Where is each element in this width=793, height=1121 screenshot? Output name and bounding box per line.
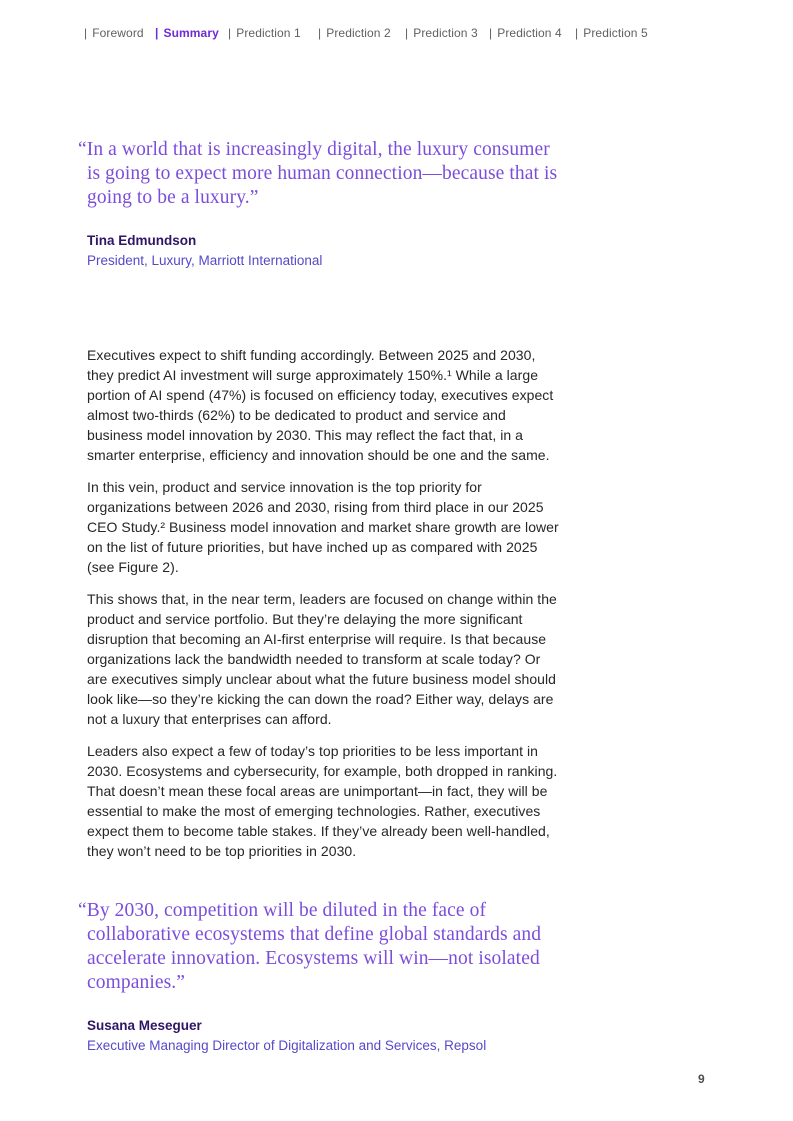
body-copy — [87, 345, 561, 861]
body-paragraph-1: Executives expect to shift funding accordingly. Between 2025 and 2030, they predict AI investment will surge approximately 150%.¹ While a large portion of AI spend (47%) is focused on efficiency today, executives expect almost two-thirds (62%) to be dedicated to product and service and business model innovation by 2030. This may reflect the fact that, in a smarter enterprise, efficiency and innovation should be one and the same. — [87, 347, 554, 463]
nav-divider: | — [318, 26, 322, 40]
nav-divider: | — [575, 26, 579, 40]
nav-item-prediction-1[interactable] — [228, 26, 301, 40]
top-nav — [0, 26, 793, 42]
nav-divider: | — [155, 26, 159, 40]
body-paragraph-3: This shows that, in the near term, leaders are focused on change within the product and service portfolio. But they’re delaying the more significant disruption that becoming an AI-first enterprise will require. Is that because organizations lack the bandwidth needed to transform at scale today? Or are executives simply unclear about what the future business model should look like—so they’re kicking the can down the road? Either way, delays are not a luxury that enterprises can afford. — [87, 591, 557, 727]
quote-attribution-name: Susana Meseguer — [87, 1018, 202, 1033]
quote-attribution-2 — [87, 1016, 565, 1056]
nav-item-foreword[interactable] — [84, 26, 144, 40]
nav-divider: | — [405, 26, 409, 40]
nav-divider: | — [489, 26, 493, 40]
nav-item-label: Prediction 5 — [583, 26, 648, 40]
nav-item-label: Prediction 1 — [236, 26, 301, 40]
nav-item-label: Prediction 4 — [497, 26, 562, 40]
nav-item-summary[interactable] — [155, 26, 219, 40]
nav-item-prediction-3[interactable] — [405, 26, 478, 40]
pull-quote-section-1 — [78, 138, 565, 271]
pull-quote-2: “By 2030, competition will be diluted in the face of collaborative ecosystems that define global standards and accelerate innovation. Ecosystems will win—not isolated companies.” — [78, 900, 542, 993]
nav-item-prediction-4[interactable] — [489, 26, 562, 40]
body-paragraph-4: Leaders also expect a few of today’s top priorities to be less important in 2030. Ecosystems and cybersecurity, for example, both dropped in ranking. That doesn’t mean these focal areas are unimportant—in fact, they will be essential to make the most of emerging technologies. Rather, executives expect them to become table stakes. If they’ve already been well-handled, they won’t need to be top priorities in 2030. — [87, 743, 558, 859]
nav-item-label: Prediction 2 — [326, 26, 391, 40]
nav-divider: | — [84, 26, 88, 40]
nav-item-prediction-5[interactable] — [575, 26, 648, 40]
quote-attribution-title: Executive Managing Director of Digitalization and Services, Repsol — [87, 1038, 487, 1053]
page-number: 9 — [698, 1072, 705, 1086]
quote-attribution-1 — [87, 231, 565, 271]
nav-item-prediction-2[interactable] — [318, 26, 391, 40]
nav-item-label: Prediction 3 — [413, 26, 478, 40]
quote-attribution-name: Tina Edmundson — [87, 233, 197, 248]
pull-quote-section-2 — [78, 899, 565, 1056]
nav-item-label: Summary — [163, 26, 219, 40]
pull-quote-1: “In a world that is increasingly digital, the luxury consumer is going to expect more human connection—because that is going to be a luxury.” — [78, 139, 558, 208]
body-paragraph-2: In this vein, product and service innovation is the top priority for organizations between 2026 and 2030, rising from third place in our 2025 CEO Study.² Business model innovation and market share growth are lower on the list of future priorities, but have inched up as compared with 2025 (see Figure 2). — [87, 479, 559, 575]
quote-attribution-title: President, Luxury, Marriott International — [87, 253, 323, 268]
nav-divider: | — [228, 26, 232, 40]
nav-item-label: Foreword — [92, 26, 144, 40]
